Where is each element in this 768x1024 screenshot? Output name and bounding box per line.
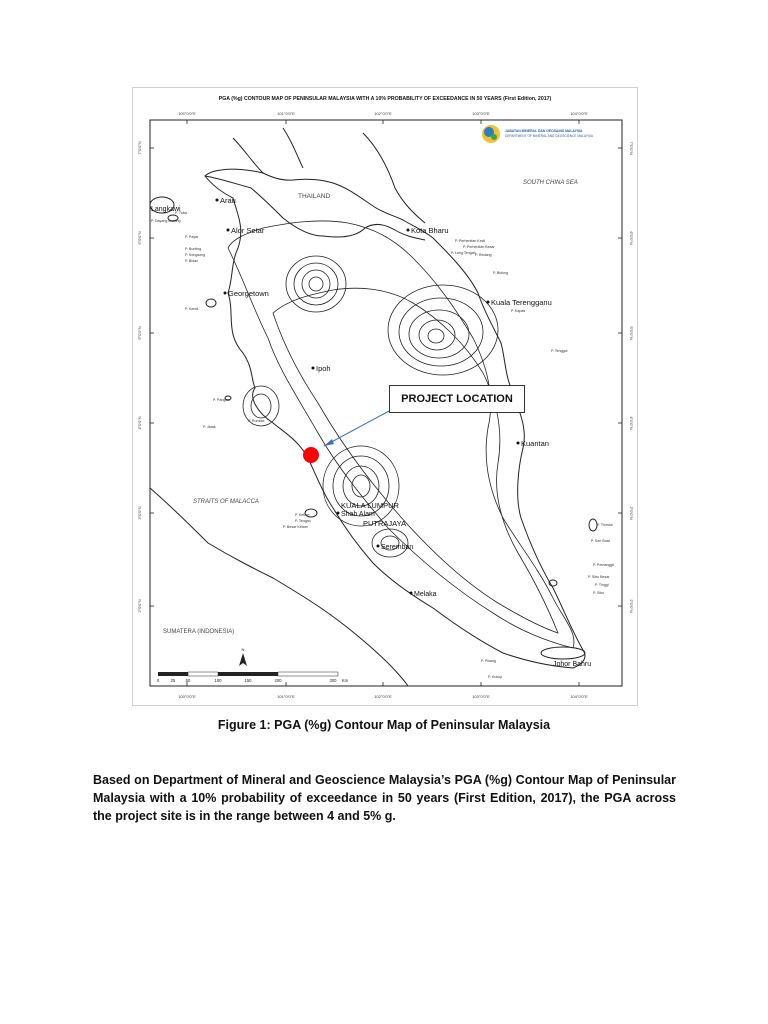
lon-label-bottom: 102°0'0"E: [374, 694, 392, 699]
island-label: P. Perhentian Kecil: [455, 239, 486, 243]
island-label: P. Sibu: [593, 591, 605, 595]
region-sumatera: SUMATERA (INDONESIA): [163, 629, 235, 635]
lat-label-left: 6°0'0"N: [137, 231, 142, 245]
pga-contour-map: [133, 88, 637, 705]
map-figure: [132, 87, 638, 706]
place-melaka: Melaka: [414, 591, 437, 598]
island-label: P. Pangkor: [213, 398, 231, 402]
island-label: P. Rumbia: [248, 419, 265, 423]
island-label: P. Songsong: [185, 253, 206, 257]
island-label: P. Pisang: [481, 659, 496, 663]
agency-name: JABATAN MINERAL DAN GEOSAINS MALAYSIA: [505, 129, 583, 133]
scale-tick: 200: [274, 678, 282, 683]
place-putrajaya: PUTRAJAYA: [363, 519, 407, 528]
island-label: P. Seri Buat: [591, 539, 610, 543]
lon-label-top: 100°0'0"E: [178, 111, 196, 116]
lat-label-left: 5°0'0"N: [137, 326, 142, 340]
island-label: P. Tengah: [295, 519, 311, 523]
island-label: P. Bidan: [185, 259, 199, 263]
place-arau: Arau: [220, 196, 236, 205]
scale-tick: 150: [244, 678, 252, 683]
place-johor-bahru: Johor Bahru: [553, 661, 592, 668]
island-label: P. Sibu Besar: [588, 575, 610, 579]
island-label: P. Tuba: [175, 211, 187, 215]
scale-tick: 100: [214, 678, 222, 683]
lon-label-top: 102°0'0"E: [374, 111, 392, 116]
map-title: PGA (%g) CONTOUR MAP OF PENINSULAR MALAYSIA WITH A 10% PROBABILITY OF EXCEEDANCE IN 50 YEARS (First Edition, 2017): [218, 96, 552, 102]
figure-caption: Figure 1: PGA (%g) Contour Map of Peninsular Malaysia: [217, 718, 551, 732]
north-label: N: [241, 647, 245, 652]
place-seremban: Seremban: [381, 544, 414, 551]
region-south-china-sea: SOUTH CHINA SEA: [523, 180, 578, 186]
place-kota-bharu: Kota Bharu: [411, 226, 449, 235]
lat-label-left: 2°0'0"N: [137, 599, 142, 613]
lon-label-bottom: 104°0'0"E: [570, 694, 588, 699]
lat-label-left: 3°0'0"N: [137, 506, 142, 520]
lon-label-top: 101°0'0"E: [277, 111, 295, 116]
lon-label-bottom: 101°0'0"E: [277, 694, 295, 699]
lon-label-top: 103°0'0"E: [472, 111, 490, 116]
project-location-marker: [303, 447, 319, 463]
scale-tick: 50: [185, 678, 191, 683]
body-paragraph: Based on Department of Mineral and Geoscience Malaysia’s PGA (%g) Contour Map of Peninsular Malaysia with a 10% probability of exceedance in 50 years (First Edition, 2017), the PGA across the project site is in the range between 4 and 5% g.: [93, 773, 676, 823]
lon-label-bottom: 100°0'0"E: [178, 694, 196, 699]
lat-label-right: 5°0'0"N: [629, 326, 634, 340]
lat-label-right: 7°0'0"N: [629, 141, 634, 155]
lon-label-top: 104°0'0"E: [570, 111, 588, 116]
island-label: P. Jarak: [203, 425, 216, 429]
island-label: P. Bunting: [185, 247, 202, 251]
island-label: P. Perhentian Besar: [463, 245, 495, 249]
lat-label-left: 7°0'0"N: [137, 141, 142, 155]
lat-label-right: 2°0'0"N: [629, 599, 634, 613]
lat-label-right: 6°0'0"N: [629, 231, 634, 245]
island-label: P. Lang Tengah: [451, 251, 476, 255]
island-label: P. Tioman: [597, 523, 613, 527]
region-straits-of-malacca: STRAITS OF MALACCA: [193, 499, 259, 505]
island-label: P. Kendi: [185, 307, 199, 311]
island-label: P. Besar Ketam: [283, 525, 308, 529]
place-kuala-terengganu: Kuala Terengganu: [491, 298, 552, 307]
project-location-callout: PROJECT LOCATION: [389, 385, 525, 413]
scale-tick: 300: [329, 678, 337, 683]
place-ipoh: Ipoh: [316, 364, 331, 373]
island-label: P. Kapas: [511, 309, 526, 313]
island-label: P. Payar: [185, 235, 199, 239]
island-label: P. Dayang Bunting: [151, 219, 181, 223]
place-shah-alam: Shah Alam: [341, 511, 375, 518]
island-label: P. Bidong: [493, 271, 509, 275]
scale-tick: 0: [156, 678, 160, 683]
scale-unit: Km: [341, 678, 349, 683]
island-label: P. Tenggol: [551, 349, 568, 353]
lat-label-left: 4°0'0"N: [137, 416, 142, 430]
lat-label-right: 3°0'0"N: [629, 506, 634, 520]
place-alor-setar: Alor Setar: [231, 226, 265, 235]
place-kuantan: Kuantan: [521, 439, 549, 448]
lat-label-right: 4°0'0"N: [629, 416, 634, 430]
island-label: P. Ketam: [295, 513, 310, 517]
island-label: P. Kukup: [488, 675, 503, 679]
scale-tick: 25: [170, 678, 176, 683]
region-thailand: THAILAND: [298, 193, 331, 200]
island-label: P. Pemanggil: [593, 563, 614, 567]
lon-label-bottom: 103°0'0"E: [472, 694, 490, 699]
island-label: P. Redang: [475, 253, 492, 257]
island-label: P. Tinggi: [595, 583, 609, 587]
place-georgetown: Georgetown: [228, 289, 269, 298]
agency-name-en: DEPARTMENT OF MINERAL AND GEOSCIENCE MALAYSIA: [505, 134, 594, 138]
place-kuala-lumpur: KUALA LUMPUR: [341, 501, 399, 510]
agency-logo: [482, 125, 500, 143]
place-langkawi: Langkawi: [151, 206, 181, 213]
